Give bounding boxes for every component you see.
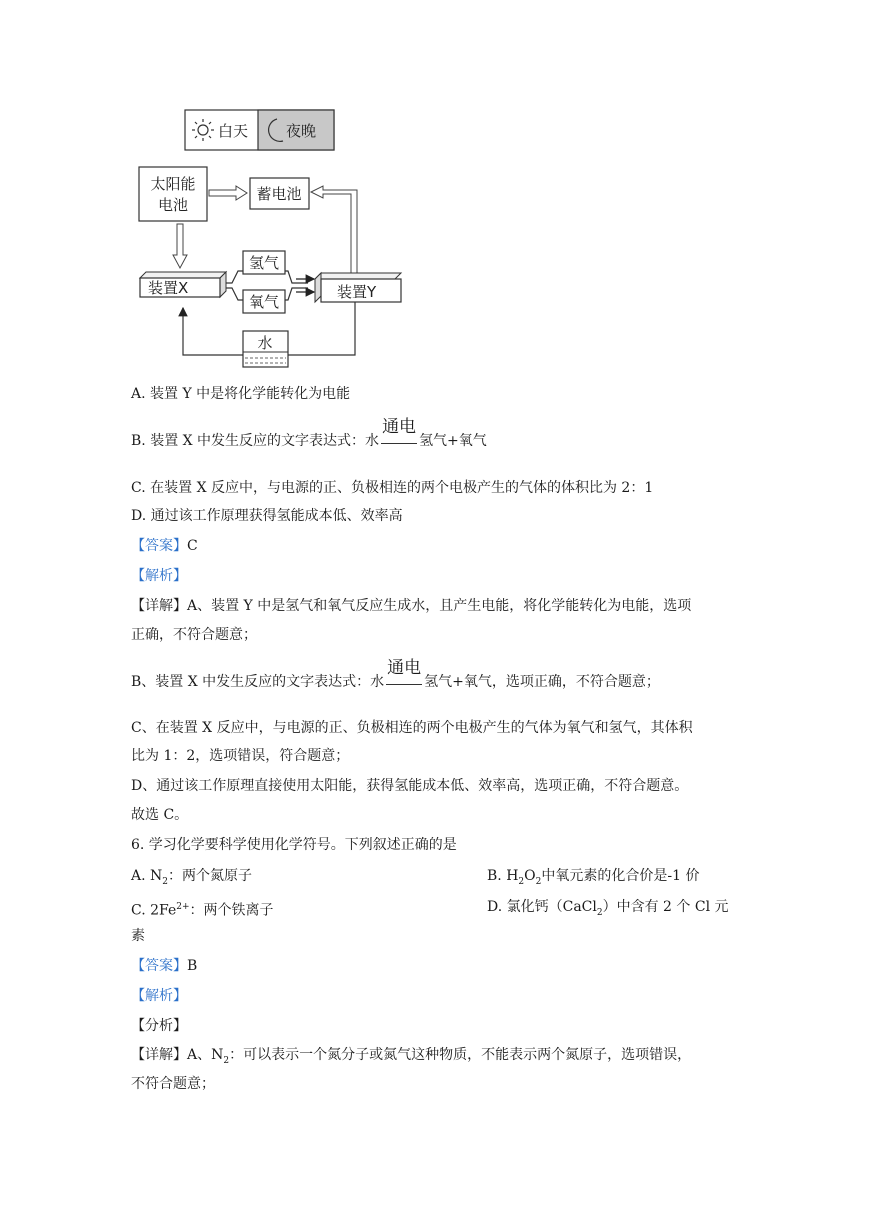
q6-option-a: A. $N_2$：两个氮原子 (131, 868, 252, 887)
battery-box (250, 178, 309, 209)
detail-a-text: A、装置 Y 中是氢气和氧气反应生成水，且产生电能，将化学能转化为电能，选项 (187, 598, 692, 614)
q5-option-b-post: 氢气+氧气 (419, 433, 487, 449)
device-y-box (315, 273, 401, 302)
q6-fenxi-tag: 【分析】 (131, 1018, 187, 1034)
water-label: 水 (257, 334, 273, 352)
q5-detail-a-2: 正确，不符合题意； (131, 627, 257, 643)
detail-b-post: 氢气+氧气，选项正确，不符合题意； (424, 674, 660, 690)
legend-night-label: 夜晚 (286, 122, 317, 140)
q6-option-d-wrap: 素 (131, 928, 145, 944)
hydrogen-label: 氢气 (248, 254, 280, 272)
reaction-condition-2 (384, 658, 424, 692)
legend-day-label: 白天 (218, 122, 249, 140)
oxygen-box (243, 290, 285, 313)
process-diagram (0, 0, 869, 370)
q5-detail-d: D、通过该工作原理直接使用太阳能，获得氢能成本低、效率高，选项正确，不符合题意。 (131, 778, 689, 794)
water-container (243, 331, 288, 367)
device-x-box (140, 272, 226, 297)
q6-detail-a-1: 【详解】A、$N_2$：可以表示一个氮分子或氮气这种物质，不能表示两个氮原子，选项错误， (131, 1047, 692, 1066)
q5-detail-a-1 (131, 596, 691, 616)
q5-detail-c-2: 比为 1：2，选项错误，符合题意； (131, 748, 350, 764)
q6-answer-tag: 【答案】 (131, 958, 187, 974)
detail-tag: 【详解】 (131, 598, 187, 614)
oxygen-label: 氧气 (248, 293, 280, 311)
q5-option-b (131, 417, 487, 451)
legend-box (185, 110, 334, 150)
q6-answer-value: B (187, 958, 198, 974)
q5-option-c: C. 在装置 X 反应中，与电源的正、负极相连的两个电极产生的气体的体积比为 2：1 (131, 480, 654, 496)
q5-conclusion: 故选 C。 (131, 807, 189, 823)
hollow-arrow-y-to-battery (311, 186, 357, 274)
hollow-arrow-solar-to-battery (209, 186, 247, 200)
solar-cell-label-1: 太阳能 (150, 175, 196, 193)
reaction-condition (379, 417, 419, 451)
reaction-condition-label-2: 通电 (387, 658, 422, 678)
answer-tag: 【答案】 (131, 538, 187, 554)
q6-stem: 6. 学习化学要科学使用化学符号。下列叙述正确的是 (131, 837, 457, 853)
q5-option-b-pre: B. 装置 X 中发生反应的文字表达式：水 (131, 433, 380, 449)
answer-value: C (187, 538, 198, 554)
solar-cell-label-2: 电池 (157, 196, 189, 214)
q5-detail-b (131, 658, 660, 692)
device-y-label: 装置Y (337, 283, 377, 301)
q6-option-c: C. $2Fe^{2+}$：两个铁离子 (131, 902, 274, 919)
hydrogen-box (243, 251, 285, 274)
q6-answer (131, 956, 197, 976)
q5-option-d: D. 通过该工作原理获得氢能成本低、效率高 (131, 508, 403, 524)
q5-option-a: A. 装置 Y 中是将化学能转化为电能 (131, 386, 351, 402)
solar-cell-box (139, 167, 207, 221)
detail-b-pre: B、装置 X 中发生反应的文字表达式：水 (131, 674, 385, 690)
q5-detail-c-1: C、在装置 X 反应中，与电源的正、负极相连的两个电极产生的气体为氧气和氢气，其体积 (131, 720, 693, 736)
device-x-label: 装置X (148, 279, 189, 297)
hollow-arrow-solar-to-x (173, 224, 187, 268)
q6-analysis-tag: 【解析】 (131, 988, 187, 1004)
reaction-condition-label: 通电 (382, 417, 417, 437)
q5-answer (131, 536, 198, 556)
analysis-tag: 【解析】 (131, 568, 187, 584)
q6-detail-a-2: 不符合题意； (131, 1076, 215, 1092)
q6-option-d: D. 氯化钙（CaCl$_2$）中含有 2 个 Cl 元 (487, 899, 729, 918)
battery-label: 蓄电池 (256, 185, 302, 203)
q6-option-b: B. $H_2O_2$中氧元素的化合价是-1 价 (487, 868, 700, 887)
q5-analysis-tag (131, 566, 187, 586)
